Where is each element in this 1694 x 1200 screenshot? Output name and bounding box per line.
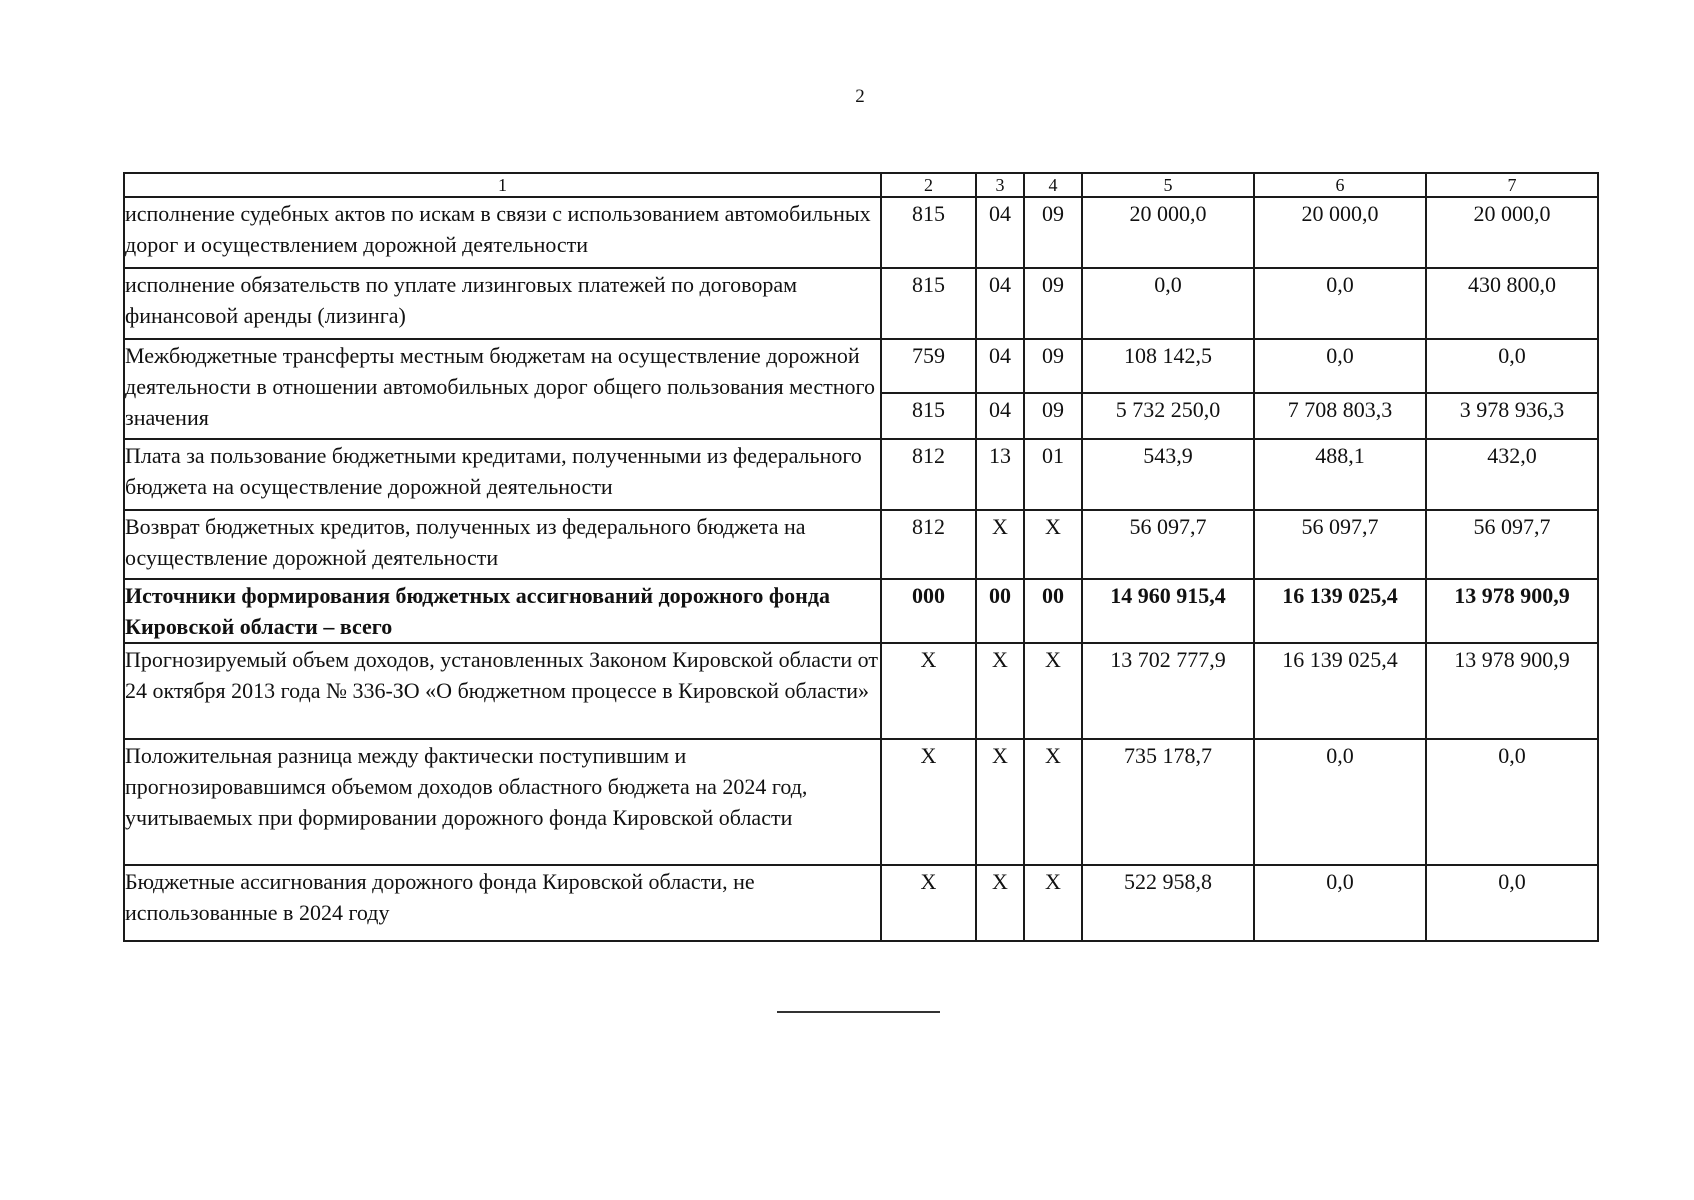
value-col6: 0,0 [1254, 339, 1426, 393]
table-row [124, 268, 1598, 339]
value-col6: 20 000,0 [1254, 197, 1426, 268]
value-col6: 488,1 [1254, 439, 1426, 510]
value-col5: 13 702 777,9 [1082, 643, 1254, 739]
row-description: Плата за пользование бюджетными кредитами, полученными из федерального бюджета на осуществление дорожной деятельности [124, 439, 881, 510]
code-subsection: Х [1024, 510, 1082, 579]
value-col7: 430 800,0 [1426, 268, 1598, 339]
value-col7: 13 978 900,9 [1426, 579, 1598, 643]
value-col5: 0,0 [1082, 268, 1254, 339]
value-col6: 0,0 [1254, 268, 1426, 339]
code-subsection: 09 [1024, 268, 1082, 339]
row-description: Положительная разница между фактически поступившим и прогнозировавшимся объемом доходов областного бюджета на 2024 год, учитываемых при формировании дорожного фонда Кировской области [124, 739, 881, 865]
table-row [124, 339, 1598, 393]
row-description: Возврат бюджетных кредитов, полученных из федерального бюджета на осуществление дорожной деятельности [124, 510, 881, 579]
code-section: Х [976, 865, 1024, 941]
header-cell: 7 [1426, 173, 1598, 197]
code-subsection: 09 [1024, 339, 1082, 393]
code-grbs: 815 [881, 197, 976, 268]
code-section: Х [976, 510, 1024, 579]
value-col6: 56 097,7 [1254, 510, 1426, 579]
value-col6: 0,0 [1254, 865, 1426, 941]
row-description: Бюджетные ассигнования дорожного фонда Кировской области, не использованные в 2024 году [124, 865, 881, 941]
code-grbs: Х [881, 865, 976, 941]
header-cell: 1 [124, 173, 881, 197]
code-section: 04 [976, 393, 1024, 439]
table-row [124, 739, 1598, 865]
code-grbs: 000 [881, 579, 976, 643]
row-description: Межбюджетные трансферты местным бюджетам на осуществление дорожной деятельности в отношении автомобильных дорог общего пользования местного значения [124, 339, 881, 439]
header-cell: 2 [881, 173, 976, 197]
value-col5: 522 958,8 [1082, 865, 1254, 941]
code-section: Х [976, 739, 1024, 865]
value-col5: 108 142,5 [1082, 339, 1254, 393]
value-col7: 56 097,7 [1426, 510, 1598, 579]
table-row [124, 643, 1598, 739]
value-col7: 0,0 [1426, 865, 1598, 941]
value-col5: 20 000,0 [1082, 197, 1254, 268]
table-row-total [124, 579, 1598, 643]
table-row [124, 197, 1598, 268]
code-subsection: 09 [1024, 393, 1082, 439]
code-subsection: 01 [1024, 439, 1082, 510]
header-cell: 4 [1024, 173, 1082, 197]
code-grbs: 812 [881, 439, 976, 510]
budget-table [123, 172, 1599, 942]
code-subsection: 09 [1024, 197, 1082, 268]
code-subsection: 00 [1024, 579, 1082, 643]
code-section: 04 [976, 197, 1024, 268]
row-description: Источники формирования бюджетных ассигнований дорожного фонда Кировской области – всего [124, 579, 881, 643]
value-col5: 735 178,7 [1082, 739, 1254, 865]
table-row [124, 439, 1598, 510]
value-col5: 56 097,7 [1082, 510, 1254, 579]
code-section: 04 [976, 339, 1024, 393]
table-row [124, 865, 1598, 941]
code-grbs: 815 [881, 393, 976, 439]
value-col5: 543,9 [1082, 439, 1254, 510]
value-col7: 0,0 [1426, 739, 1598, 865]
value-col6: 16 139 025,4 [1254, 643, 1426, 739]
header-cell: 3 [976, 173, 1024, 197]
value-col7: 3 978 936,3 [1426, 393, 1598, 439]
code-section: 13 [976, 439, 1024, 510]
code-grbs: Х [881, 643, 976, 739]
code-grbs: 815 [881, 268, 976, 339]
value-col7: 432,0 [1426, 439, 1598, 510]
code-grbs: Х [881, 739, 976, 865]
code-section: 00 [976, 579, 1024, 643]
row-description: исполнение обязательств по уплате лизинговых платежей по договорам финансовой аренды (лизинга) [124, 268, 881, 339]
value-col6: 16 139 025,4 [1254, 579, 1426, 643]
value-col6: 0,0 [1254, 739, 1426, 865]
value-col6: 7 708 803,3 [1254, 393, 1426, 439]
code-grbs: 812 [881, 510, 976, 579]
code-section: Х [976, 643, 1024, 739]
value-col5: 5 732 250,0 [1082, 393, 1254, 439]
value-col5: 14 960 915,4 [1082, 579, 1254, 643]
header-cell: 6 [1254, 173, 1426, 197]
value-col7: 13 978 900,9 [1426, 643, 1598, 739]
header-row [124, 173, 1598, 197]
code-grbs: 759 [881, 339, 976, 393]
row-description: исполнение судебных актов по искам в связи с использованием автомобильных дорог и осуществлением дорожной деятельности [124, 197, 881, 268]
code-subsection: Х [1024, 739, 1082, 865]
footer-divider [777, 1011, 940, 1013]
code-subsection: Х [1024, 865, 1082, 941]
code-section: 04 [976, 268, 1024, 339]
value-col7: 0,0 [1426, 339, 1598, 393]
code-subsection: Х [1024, 643, 1082, 739]
header-cell: 5 [1082, 173, 1254, 197]
value-col7: 20 000,0 [1426, 197, 1598, 268]
row-description: Прогнозируемый объем доходов, установленных Законом Кировской области от 24 октября 2013 года № 336-ЗО «О бюджетном процессе в Кировской области» [124, 643, 881, 739]
table-row [124, 510, 1598, 579]
page-number: 2 [855, 86, 865, 107]
